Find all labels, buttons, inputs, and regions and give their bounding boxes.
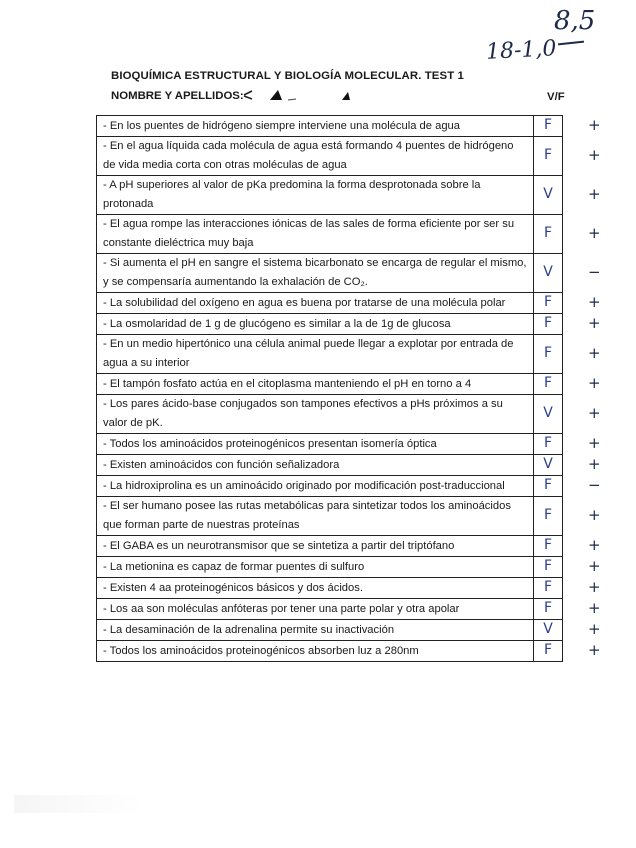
handwritten-answer: V xyxy=(543,264,553,280)
answer-cell xyxy=(534,314,563,335)
handwritten-answer: V xyxy=(543,405,553,421)
correction-mark: + xyxy=(588,343,601,362)
handwritten-answer: F xyxy=(543,477,553,493)
question-row xyxy=(97,314,563,335)
correction-mark: + xyxy=(588,454,601,473)
answer-cell xyxy=(534,476,563,497)
correction-mark: + xyxy=(588,184,601,203)
question-text: - El agua rompe las interacciones iónicas de las sales de forma eficiente por ser su constante dieléctrica muy baja xyxy=(97,215,534,254)
correction-mark: + xyxy=(588,373,601,392)
question-row xyxy=(97,254,563,293)
handwritten-answer: V xyxy=(543,456,553,472)
question-row xyxy=(97,137,563,176)
correction-mark: + xyxy=(588,223,601,242)
test-title: BIOQUÍMICA ESTRUCTURAL Y BIOLOGÍA MOLECULAR. TEST 1 xyxy=(111,70,464,82)
question-text: - En el agua líquida cada molécula de agua está formando 4 puentes de hidrógeno de vida media corta con otras moléculas de agua xyxy=(97,137,534,176)
answer-cell xyxy=(534,176,563,215)
question-text: - Existen aminoácidos con función señalizadora xyxy=(97,455,534,476)
correction-mark: + xyxy=(588,598,601,617)
question-row xyxy=(97,599,563,620)
answer-cell xyxy=(534,215,563,254)
question-row xyxy=(97,215,563,254)
answer-cell xyxy=(534,536,563,557)
correction-mark: − xyxy=(588,475,601,494)
correction-mark: + xyxy=(588,403,601,422)
question-text: - El GABA es un neurotransmisor que se sintetiza a partir del triptófano xyxy=(97,536,534,557)
score-annotation: 18-1,0 xyxy=(485,36,558,65)
answer-cell xyxy=(534,578,563,599)
answer-cell xyxy=(534,557,563,578)
question-row xyxy=(97,578,563,599)
answer-cell xyxy=(534,455,563,476)
question-row xyxy=(97,455,563,476)
answer-cell xyxy=(534,293,563,314)
handwritten-answer: F xyxy=(543,435,553,451)
questions-table xyxy=(96,115,563,662)
question-row xyxy=(97,176,563,215)
handwritten-answer: F xyxy=(543,558,553,574)
handwritten-answer: F xyxy=(543,600,553,616)
question-text: - Todos los aminoácidos proteinogénicos presentan isomería óptica xyxy=(97,434,534,455)
question-text: - Los pares ácido-base conjugados son tampones efectivos a pHs próximos a su valor de pK. xyxy=(97,395,534,434)
handwritten-answer: F xyxy=(543,642,553,658)
question-row xyxy=(97,641,563,662)
handwritten-answer: F xyxy=(543,315,553,331)
answer-cell xyxy=(534,254,563,293)
grade-value: 8,5 xyxy=(554,6,596,36)
correction-mark: + xyxy=(588,292,601,311)
question-row xyxy=(97,620,563,641)
question-row xyxy=(97,374,563,395)
question-row xyxy=(97,434,563,455)
answer-cell xyxy=(534,434,563,455)
question-text: - La osmolaridad de 1 g de glucógeno es similar a la de 1g de glucosa xyxy=(97,314,534,335)
question-row xyxy=(97,557,563,578)
question-text: - El tampón fosfato actúa en el citoplasma manteniendo el pH en torno a 4 xyxy=(97,374,534,395)
name-label: NOMBRE Y APELLIDOS: xyxy=(111,90,244,102)
handwritten-answer: V xyxy=(543,621,553,637)
question-text: - La desaminación de la adrenalina permite su inactivación xyxy=(97,620,534,641)
answer-cell xyxy=(534,395,563,434)
question-text: - En los puentes de hidrógeno siempre interviene una molécula de agua xyxy=(97,116,534,137)
handwritten-answer: F xyxy=(543,117,553,133)
redacted-name-marks xyxy=(238,88,358,102)
grade-underline xyxy=(558,41,584,46)
answer-cell xyxy=(534,137,563,176)
handwritten-answer: V xyxy=(543,186,553,202)
correction-mark: + xyxy=(588,577,601,596)
correction-mark: + xyxy=(588,313,601,332)
vf-column-header: V/F xyxy=(547,91,565,103)
question-row xyxy=(97,476,563,497)
correction-mark: + xyxy=(588,640,601,659)
question-text: - Los aa son moléculas anfóteras por tener una parte polar y otra apolar xyxy=(97,599,534,620)
correction-mark: + xyxy=(588,115,601,134)
answer-cell xyxy=(534,599,563,620)
question-text: - La solubilidad del oxígeno en agua es buena por tratarse de una molécula polar xyxy=(97,293,534,314)
answer-cell xyxy=(534,116,563,137)
answer-cell xyxy=(534,641,563,662)
question-text: - Si aumenta el pH en sangre el sistema bicarbonato se encarga de regular el mismo, y se compensaría aumentando la exhalación de CO₂. xyxy=(97,254,534,293)
handwritten-answer: F xyxy=(543,294,553,310)
answer-cell xyxy=(534,374,563,395)
handwritten-answer: F xyxy=(543,345,553,361)
handwritten-answer: F xyxy=(543,579,553,595)
answer-cell xyxy=(534,335,563,374)
question-row xyxy=(97,335,563,374)
question-row xyxy=(97,293,563,314)
handwritten-answer: F xyxy=(543,375,553,391)
question-row xyxy=(97,116,563,137)
correction-mark: + xyxy=(588,145,601,164)
question-text: - En un medio hipertónico una célula animal puede llegar a explotar por entrada de agua a su interior xyxy=(97,335,534,374)
correction-mark: + xyxy=(588,619,601,638)
answer-cell xyxy=(534,620,563,641)
handwritten-answer: F xyxy=(543,225,553,241)
scan-smudge xyxy=(14,795,144,813)
question-text: - La metionina es capaz de formar puentes di sulfuro xyxy=(97,557,534,578)
correction-mark: + xyxy=(588,505,601,524)
question-text: - El ser humano posee las rutas metabólicas para sintetizar todos los aminoácidos que forman parte de nuestras proteínas xyxy=(97,497,534,536)
handwritten-answer: F xyxy=(543,537,553,553)
correction-mark: + xyxy=(588,556,601,575)
handwritten-answer: F xyxy=(543,507,553,523)
correction-mark: + xyxy=(588,535,601,554)
handwritten-answer: F xyxy=(543,147,553,163)
question-row xyxy=(97,536,563,557)
question-text: - A pH superiores al valor de pKa predomina la forma desprotonada sobre la protonada xyxy=(97,176,534,215)
question-text: - Existen 4 aa proteinogénicos básicos y dos ácidos. xyxy=(97,578,534,599)
question-text: - La hidroxiprolina es un aminoácido originado por modificación post-traduccional xyxy=(97,476,534,497)
correction-mark: + xyxy=(588,433,601,452)
correction-mark: − xyxy=(588,262,601,281)
question-row xyxy=(97,497,563,536)
question-row xyxy=(97,395,563,434)
answer-cell xyxy=(534,497,563,536)
question-text: - Todos los aminoácidos proteinogénicos absorben luz a 280nm xyxy=(97,641,534,662)
